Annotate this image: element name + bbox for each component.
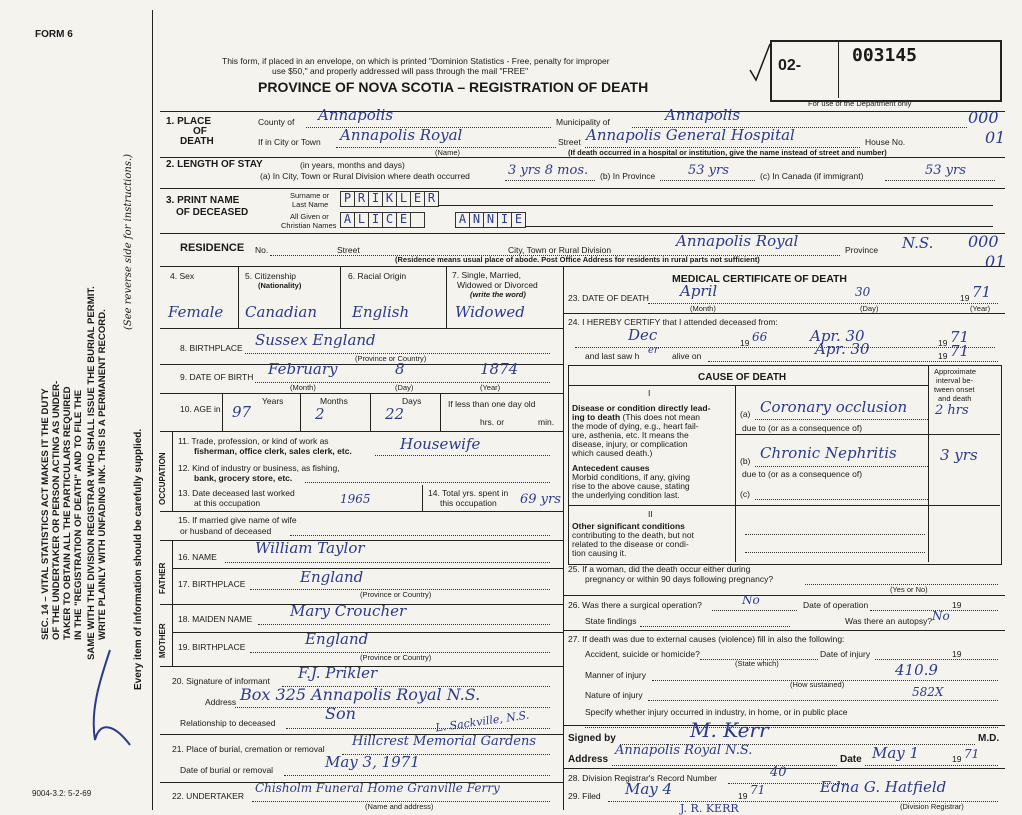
last-worked-label-2: at this occupation	[194, 498, 261, 508]
disease-label-4: ure, asthenia, etc. It means the	[572, 430, 689, 440]
cause-b-interval: 3 yrs	[940, 446, 978, 464]
part-ii-label: II	[648, 509, 653, 519]
surname-char: P	[340, 191, 355, 207]
nature-code: 582X	[912, 685, 944, 699]
dob-day-value: 8	[395, 360, 405, 378]
day-caption: (Day)	[860, 304, 879, 313]
print-name-label: 3. PRINT NAME	[166, 195, 240, 206]
informant-signature: F.J. Prikler	[298, 664, 378, 682]
age-months-value: 2	[315, 405, 325, 423]
surname-char: I	[368, 191, 383, 207]
industry-label-2: bank, grocery store, etc.	[194, 473, 293, 483]
due-to-label-2: due to (or as a consequence of)	[742, 469, 863, 479]
interval-label-4: and death	[938, 394, 972, 403]
attended-to-year: 71	[950, 328, 970, 346]
given-char: C	[382, 212, 397, 228]
stay-c-value: 53 yrs	[925, 163, 966, 178]
informant-address-label: Address	[205, 697, 237, 707]
dob-month-value: February	[268, 360, 338, 378]
nationality-label: (Nationality)	[258, 281, 302, 290]
below-filed-text: J. R. KERR	[680, 802, 739, 815]
division-registrar-signature: Edna G. Hatfield	[820, 778, 947, 796]
spouse-label-2: or husband of deceased	[180, 526, 272, 536]
prov-country-caption: (Province or Country)	[360, 590, 432, 599]
trade-value: Housewife	[400, 435, 481, 453]
filed-year-prefix: 19	[738, 791, 748, 801]
relationship-value: Son	[325, 704, 356, 723]
residence-province-value: N.S.	[902, 234, 934, 252]
father-name-value: William Taylor	[255, 539, 365, 557]
division-record-label: 28. Division Registrar's Record Number	[568, 773, 718, 783]
other-label-1: Other significant conditions	[572, 521, 685, 531]
death-month-value: April	[680, 282, 718, 300]
last-worked-label-1: 13. Date deceased last worked	[178, 488, 295, 498]
birthplace-value: Sussex England	[255, 331, 376, 349]
mother-maiden-value: Mary Croucher	[290, 602, 407, 620]
physician-date-label: Date	[840, 754, 862, 765]
check-mark-icon	[746, 40, 776, 90]
years-label: Years	[262, 396, 284, 406]
last-seen-value: Apr. 30	[815, 340, 870, 358]
physician-signature: M. Kerr	[690, 718, 769, 742]
surgical-label: 26. Was there a surgical operation?	[568, 600, 702, 610]
death-year-value: 71	[972, 283, 992, 301]
municipality-value: Annapolis	[665, 106, 741, 124]
given-char: I	[368, 212, 383, 228]
antecedent-label-1: Antecedent causes	[572, 463, 650, 473]
street-label: Street	[558, 137, 581, 147]
state-which-caption: (State which)	[735, 659, 779, 668]
alive-on-label: alive on	[672, 351, 702, 361]
mother-side-label: MOTHER	[158, 623, 167, 658]
informant-address-value: Box 325 Annapolis Royal N.S.	[240, 685, 481, 704]
hrs-label: hrs. or	[480, 417, 505, 427]
birthplace-label: 8. BIRTHPLACE	[180, 343, 243, 353]
residence-code-2: 01	[985, 252, 1006, 271]
racial-value: English	[352, 303, 410, 321]
father-birthplace-value: England	[300, 568, 364, 586]
manner-label: Manner of injury	[585, 670, 646, 680]
length-c-label: (c) In Canada (if immigrant)	[760, 171, 864, 181]
hospital-note: (If death occurred in a hospital or institution, give the name instead of street and number)	[568, 148, 887, 157]
operation-date-label: Date of operation	[803, 600, 869, 610]
physician-year-prefix: 19	[952, 754, 962, 764]
surname-char: R	[354, 191, 369, 207]
filed-label: 29. Filed	[568, 791, 601, 801]
prov-country-caption: (Province or Country)	[360, 653, 432, 662]
marital-label-3: (write the word)	[470, 290, 526, 299]
length-a-label: (a) In City, Town or Rural Division where death occurred	[260, 171, 470, 181]
christian-label: Christian Names	[281, 221, 337, 230]
intro-line-1: This form, if placed in an envelope, on which is printed "Dominion Statistics - Free, penalty for improper	[222, 56, 610, 66]
father-birthplace-label: 17. BIRTHPLACE	[178, 579, 246, 589]
surname-char: K	[382, 191, 397, 207]
cause-b-value: Chronic Nephritis	[760, 444, 897, 462]
autopsy-value: No	[932, 609, 950, 623]
external-label: 27. If death was due to external causes (violence) fill in also the following:	[568, 634, 845, 644]
due-to-label-1: due to (or as a consequence of)	[742, 423, 863, 433]
last-saw-pronoun: er	[648, 345, 659, 356]
length-note: (in years, months and days)	[300, 160, 405, 170]
trade-label-2: fisherman, office clerk, sales clerk, etc.	[194, 446, 352, 456]
year-caption: (Year)	[480, 383, 501, 392]
cause-b-label: (b)	[740, 456, 751, 466]
county-label: County of	[258, 117, 295, 127]
days-label: Days	[402, 396, 422, 406]
division-record-value: 40	[770, 765, 787, 780]
residence-city-value: Annapolis Royal	[676, 232, 799, 250]
given-char: A	[340, 212, 355, 228]
citizenship-value: Canadian	[245, 303, 318, 321]
city-value: Annapolis Royal	[340, 126, 463, 144]
physician-date-value: May 1	[872, 744, 920, 762]
other-label-2: contributing to the death, but not	[572, 530, 694, 540]
trade-label-1: 11. Trade, profession, or kind of work as	[178, 436, 329, 446]
house-label: House No.	[865, 137, 906, 147]
burial-label: 21. Place of burial, cremation or removal	[172, 744, 325, 754]
prov-country-caption: (Province or Country)	[355, 354, 427, 363]
disease-label-5: disease, injury, or complication	[572, 439, 688, 449]
relationship-label: Relationship to deceased	[180, 718, 276, 728]
min-label: min.	[538, 417, 555, 427]
disease-label-1: Disease or condition directly lead-	[572, 403, 711, 413]
antecedent-label-4: the underlying condition last.	[572, 490, 680, 500]
length-label: 2. LENGTH OF STAY	[166, 159, 263, 170]
other-label-3: related to the disease or condi-	[572, 539, 689, 549]
residence-province-label: Province	[845, 245, 879, 255]
disease-label-6: which caused death.)	[572, 448, 653, 458]
death-year-prefix: 19	[960, 293, 970, 303]
registration-prefix: 02-	[778, 57, 802, 74]
md-label: M.D.	[978, 733, 1000, 744]
specify-label: Specify whether injury occurred in industry, in home, or in public place	[585, 707, 848, 717]
street-value: Annapolis General Hospital	[586, 126, 795, 144]
mother-birthplace-label: 19. BIRTHPLACE	[178, 642, 246, 652]
cause-a-label: (a)	[740, 409, 751, 419]
given-char: L	[354, 212, 369, 228]
form-code: 9004-3.2: 5-2-69	[32, 789, 92, 798]
physician-address-value: Annapolis Royal N.S.	[615, 743, 753, 758]
antecedent-label-2: Morbid conditions, if any, giving	[572, 472, 690, 482]
last-saw-label: and last saw h	[585, 351, 640, 361]
surname-char: L	[396, 191, 411, 207]
page-title: PROVINCE OF NOVA SCOTIA – REGISTRATION OF DEATH	[258, 79, 649, 95]
physician-year-value: 71	[964, 747, 980, 761]
occupation-side-label: OCCUPATION	[158, 452, 167, 505]
medical-certificate-title: MEDICAL CERTIFICATE OF DEATH	[672, 273, 847, 285]
interval-label-1: Approximate	[934, 367, 977, 376]
county-value: Annapolis	[318, 106, 394, 124]
total-years-label-2: this occupation	[440, 498, 497, 508]
sex-label: 4. Sex	[170, 271, 195, 281]
burial-location-note: L. Sackville, N.S.	[434, 708, 531, 735]
attended-from-value: Dec	[628, 326, 658, 344]
month-caption: (Month)	[290, 383, 316, 392]
division-registrar-caption: (Division Registrar)	[900, 802, 964, 811]
stay-a-value: 3 yrs 8 mos.	[508, 163, 589, 178]
name-caption: (Name)	[435, 148, 461, 157]
pen-mark-icon	[70, 640, 150, 760]
intro-line-2: use $50," and properly addressed will pass through the mail "FREE"	[272, 66, 529, 76]
last-seen-year: 71	[950, 342, 970, 360]
part-i-label: I	[648, 388, 651, 398]
age-label: 10. AGE in	[180, 404, 221, 414]
citizenship-label: 5. Citizenship	[245, 271, 297, 281]
informant-label: 20. Signature of informant	[172, 676, 270, 686]
autopsy-label: Was there an autopsy?	[845, 616, 933, 626]
father-name-label: 16. NAME	[178, 552, 217, 562]
undertaker-label: 22. UNDERTAKER	[172, 791, 244, 801]
last-name-label: Last Name	[292, 200, 329, 209]
given-char: E	[396, 212, 411, 228]
cause-a-interval: 2 hrs	[935, 403, 969, 418]
age-days-value: 22	[385, 405, 405, 423]
marital-value: Widowed	[455, 303, 525, 321]
findings-label: State findings	[585, 616, 637, 626]
spouse-label-1: 15. If married give name of wife	[178, 515, 297, 525]
yes-no-caption: (Yes or No)	[890, 585, 928, 594]
cause-c-label: (c)	[740, 489, 750, 499]
given-char: E	[511, 212, 526, 228]
surgical-value: No	[742, 593, 760, 607]
burial-date-value: May 3, 1971	[325, 753, 420, 771]
cause-title: CAUSE OF DEATH	[698, 372, 787, 383]
father-side-label: FATHER	[158, 562, 167, 594]
manner-code: 410.9	[895, 661, 938, 679]
op-year-prefix: 19	[952, 600, 962, 610]
months-label: Months	[320, 396, 348, 406]
total-years-value: 69 yrs	[520, 492, 561, 507]
surname-label: Surname or	[290, 191, 330, 200]
registration-number: 003145	[852, 45, 918, 66]
how-sustained-caption: (How sustained)	[790, 680, 845, 689]
filed-year-value: 71	[750, 783, 766, 797]
total-years-label-1: 14. Total yrs. spent in	[428, 488, 509, 498]
code-county: 000	[968, 108, 999, 127]
surname-char: E	[410, 191, 425, 207]
given-char: I	[497, 212, 512, 228]
physician-address-label: Address	[568, 754, 609, 765]
undertaker-value: Chisholm Funeral Home Granville Ferry	[255, 781, 500, 795]
form-number: FORM 6	[35, 29, 73, 40]
year-caption: (Year)	[970, 304, 991, 313]
interval-label-3: tween onset	[934, 385, 975, 394]
racial-label: 6. Racial Origin	[348, 271, 407, 281]
disease-label-2: ing to death	[572, 412, 621, 422]
length-b-label: (b) In Province	[600, 171, 656, 181]
death-day-value: 30	[855, 285, 871, 299]
injury-date-label: Date of injury	[820, 649, 871, 659]
name-address-caption: (Name and address)	[365, 802, 434, 811]
municipality-label: Municipality of	[556, 117, 610, 127]
residence-street-label: Street	[337, 245, 360, 255]
disease-label-2b: (This does not mean	[622, 412, 701, 422]
sex-value: Female	[168, 303, 224, 321]
mother-birthplace-value: England	[305, 630, 369, 648]
filed-date-value: May 4	[625, 780, 673, 798]
given-label: All Given or	[290, 212, 329, 221]
marital-label-1: 7. Single, Married,	[452, 270, 521, 280]
marital-label-2: Widowed or Divorced	[457, 280, 538, 290]
burial-date-label: Date of burial or removal	[180, 765, 274, 775]
certify-label: 24. I HEREBY CERTIFY that I attended deceased from:	[568, 317, 778, 327]
from-year-prefix: 19	[740, 338, 750, 348]
woman-label-1: 25. If a woman, did the death occur either during	[568, 564, 751, 574]
city-label: If in City or Town	[258, 137, 321, 147]
age-less-label: If less than one day old	[448, 399, 536, 409]
code-house: 01	[985, 128, 1006, 147]
given-char: N	[469, 212, 484, 228]
signed-by-label: Signed by	[568, 733, 616, 744]
attended-from-year: 66	[752, 330, 768, 344]
last-worked-value: 1965	[340, 492, 371, 506]
interval-label-2: interval be-	[936, 376, 974, 385]
surname-char: R	[424, 191, 439, 207]
attended-to-value: Apr. 30	[810, 327, 865, 345]
residence-code-1: 000	[968, 232, 999, 251]
of-deceased-label: OF DECEASED	[176, 207, 249, 218]
antecedent-label-3: rise to the above cause, stating	[572, 481, 690, 491]
burial-place-value: Hillcrest Memorial Gardens	[352, 734, 537, 749]
industry-label-1: 12. Kind of industry or business, as fishing,	[178, 463, 340, 473]
residence-city-label: City, Town or Rural Division	[508, 245, 612, 255]
dob-year-value: 1874	[480, 360, 519, 378]
stay-b-value: 53 yrs	[688, 163, 729, 178]
age-years-value: 97	[232, 403, 252, 421]
month-caption: (Month)	[690, 304, 716, 313]
day-caption: (Day)	[395, 383, 414, 392]
place-label: 1. PLACE	[166, 116, 212, 127]
residence-label: RESIDENCE	[180, 242, 245, 254]
injury-year-prefix: 19	[952, 649, 962, 659]
given-char-space	[410, 212, 425, 228]
nature-label: Nature of injury	[585, 690, 643, 700]
department-use-label: For use of the Department only	[808, 99, 912, 108]
last-seen-year-prefix: 19	[938, 351, 948, 361]
residence-note: (Residence means usual place of abode. Post Office Address for residents in rural parts not sufficient)	[395, 255, 760, 264]
disease-label-3: the mode of dying, e.g., heart fail-	[572, 421, 699, 431]
woman-label-2: pregnancy or within 90 days following pregnancy?	[585, 574, 774, 584]
residence-no-label: No.	[255, 245, 269, 255]
place-label-death: DEATH	[180, 136, 214, 147]
dob-label: 9. DATE OF BIRTH	[180, 372, 254, 382]
given-char: A	[455, 212, 470, 228]
mother-maiden-label: 18. MAIDEN NAME	[178, 614, 253, 624]
to-year-prefix: 19	[938, 338, 948, 348]
place-label-of: OF	[193, 126, 207, 137]
other-label-4: tion causing it.	[572, 548, 627, 558]
accident-label: Accident, suicide or homicide?	[585, 649, 700, 659]
cause-a-value: Coronary occlusion	[760, 398, 908, 416]
death-date-label: 23. DATE OF DEATH	[568, 293, 649, 303]
given-char: N	[483, 212, 498, 228]
